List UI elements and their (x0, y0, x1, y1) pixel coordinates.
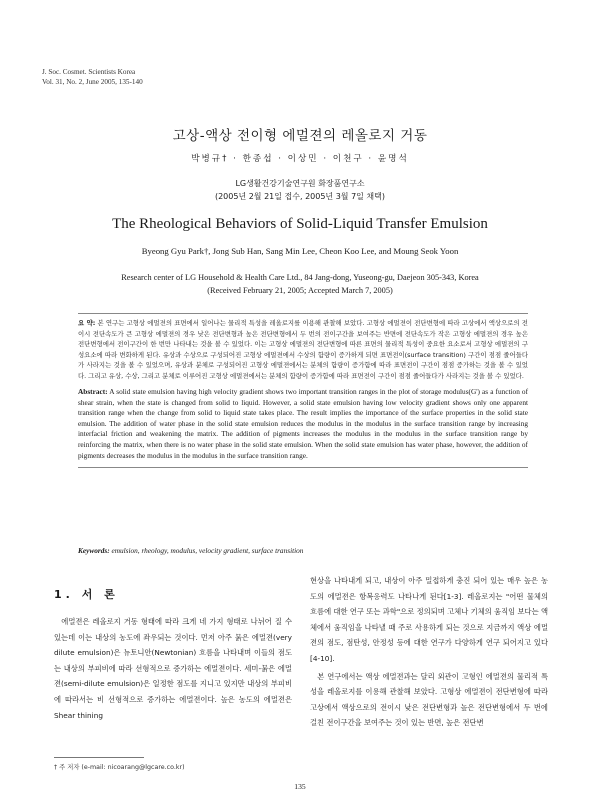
korean-abstract (78, 318, 528, 381)
keywords-label: Keywords: (78, 546, 110, 555)
english-dates: (Received February 21, 2005; Accepted March 7, 2005) (207, 285, 393, 295)
english-abstract-label: Abstract: (78, 387, 108, 396)
journal-name: J. Soc. Cosmet. Scientists Korea (42, 68, 136, 76)
korean-abstract-label: 요 약: (78, 319, 96, 327)
korean-title: 고상-액상 전이형 에멀젼의 레올로지 거동 (172, 128, 428, 144)
page-number: 135 (294, 782, 306, 791)
right-column (310, 573, 548, 731)
journal-citation (42, 68, 143, 87)
english-authors: Byeong Gyu Park†, Jong Sub Han, Sang Min Lee, Cheon Koo Lee, and Moung Seok Yoon (141, 246, 459, 256)
footnote: † 주 저자 (e-mail: nicoarang@lgcare.co.kr) (54, 764, 185, 771)
abstract-box (78, 313, 528, 468)
keywords (78, 546, 528, 555)
english-abstract (78, 387, 528, 461)
intro-paragraph-continued: 현상을 나타내게 되고, 내상이 아주 밀접하게 충진 되어 있는 매우 높은 농도의 에멀젼은 항복응력도 나타나게 된다[1-3]. 레올로지는 "어떤 물체의 흐름에 대한 연구 또는 과학"으로 정의되며 고체나 기체의 움직임 보다는 액체에서 움직임을 나타낼 때 주로 사용하게 되는 것으로 지금까지 액상 에멀젼의 점도, 점탄성, 안정성 등에 대한 연구가 다양하게 연구 되어지고 있다[4-10]. (310, 576, 549, 663)
english-title: The Rheological Behaviors of Solid-Liquid Transfer Emulsion (112, 216, 488, 232)
english-affiliation-block (0, 272, 600, 297)
korean-abstract-text: 본 연구는 고형상 에멀젼의 표면에서 일어나는 물리적 특성을 레올로지를 이용해 관찰해 보았다. 고형상 에멀젼이 전단변형에 따라 고상에서 액상으로의 전이시 전단속도가 큰 고형상 에멀젼의 경우 낮은 전단변형과 높은 전단변형에서 두 번의 전이구간을 보여주는 반면에 전단속도가 작은 고형상 에멀젼의 경우 높은 전단변형에서 전이구간이 한 번만 나타내는 것을 볼 수 있었다. 이는 고형상 에멀젼의 전단변형에 따른 표면의 물리적 특성이 중요한 요소로서 고형상 에멀젼의 구성요소에 따라 변화하게 된다. 유상과 수상으로 구성되어진 고형상 에멀젼에서 수상의 함량이 증가하게 되면 표면전이(surface transition) 구간이 점점 줄어들다가 사라지는 것을 볼 수 있었으며, 유상과 분체로 구성되어진 고형상 에멀젼에서는 분체의 함량이 증가함에 따라 표면전이 구간이 점점 증가하는 것을 볼 수 있었다. 그리고 유상, 수상, 그리고 분체로 이루어진 고형상 에멀젼에서는 분체의 함량이 증가함에 따라 표면전이 구간이 점점 줄어들다가 사라지는 것을 볼 수 있었다. (78, 319, 528, 380)
left-column (54, 614, 292, 723)
korean-affiliation-block (0, 177, 600, 203)
english-affiliation: Research center of LG Household & Health Care Ltd., 84 Jang-dong, Yuseong-gu, Daejeon 305-343, Korea (121, 273, 479, 282)
journal-volume: Vol. 31, No. 2, June 2005, 135-140 (42, 77, 143, 86)
korean-authors: 박병규† · 한종섭 · 이상민 · 이천구 · 윤명석 (191, 154, 409, 164)
korean-affiliation: LG생활건강기술연구원 화장품연구소 (235, 179, 365, 188)
intro-paragraph-1: 에멀젼은 레올로지 거동 형태에 따라 크게 네 가지 형태로 나뉘어 질 수 있는데 이는 내상의 농도에 좌우되는 것이다. 먼저 아주 묽은 에멀젼(very dilute emulsion)은 뉴토니안(Newtonian) 흐름을 나타내며 이들의 점도는 내상의 부피비에 따라 선형적으로 증가하는 에멀젼이다. 세미-묽은 에멀젼(semi-dilute emulsion)은 일정한 점도를 지니고 있지만 내상의 부피비에 따라서는 비 선형적으로 증가하는 에멀젼이다. 높은 농도의 에멀젼은 Shear thining (54, 617, 292, 720)
english-abstract-text: A solid state emulsion having high velocity gradient shows two important transition ranges in the plot of storage modulus(G') as a function of shear strain, when the state is changed from solid to liquid. However, a solid state emulsion having low velocity gradient shows only one apparent transition range when the change from solid to liquid state takes place. The result implies the importance of the surface properties in the solid state emulsion. The addition of water phase in the solid state emulsion reduces the modulus in the modulus in the surface transition range by increasing interfacial friction and weakening the matrix. The addition of pigments increases the modulus in the modulus in the surface transition range by reinforcing the matrix, when there is no water phase in the solid state emulsion. When the solid state emulsion has water phase, however, the addition of pigments decreases the modulus in the modulus in the surface transition range. (78, 387, 529, 460)
footnote-divider (54, 757, 144, 758)
section-number: 1. (54, 588, 74, 601)
keywords-text: emulsion, rheology, modulus, velocity gradient, surface transition (111, 546, 304, 555)
section-heading (54, 586, 119, 602)
intro-paragraph-2: 본 연구에서는 액상 에멀젼과는 달리 외관이 고형인 에멀젼의 물리적 특성을 레올로지를 이용해 관찰해 보았다. 고형상 에멀젼이 전단변형에 따라 고상에서 액상으로의 전이시 낮은 전단변형과 높은 전단변형에서 두 번에 걸친 전이구간을 보여주는 것이 있는 반면, 높은 전단변 (310, 671, 548, 728)
section-title: 서 론 (81, 588, 119, 601)
korean-dates: (2005년 2월 21일 접수, 2005년 3월 7일 채택) (214, 192, 386, 201)
